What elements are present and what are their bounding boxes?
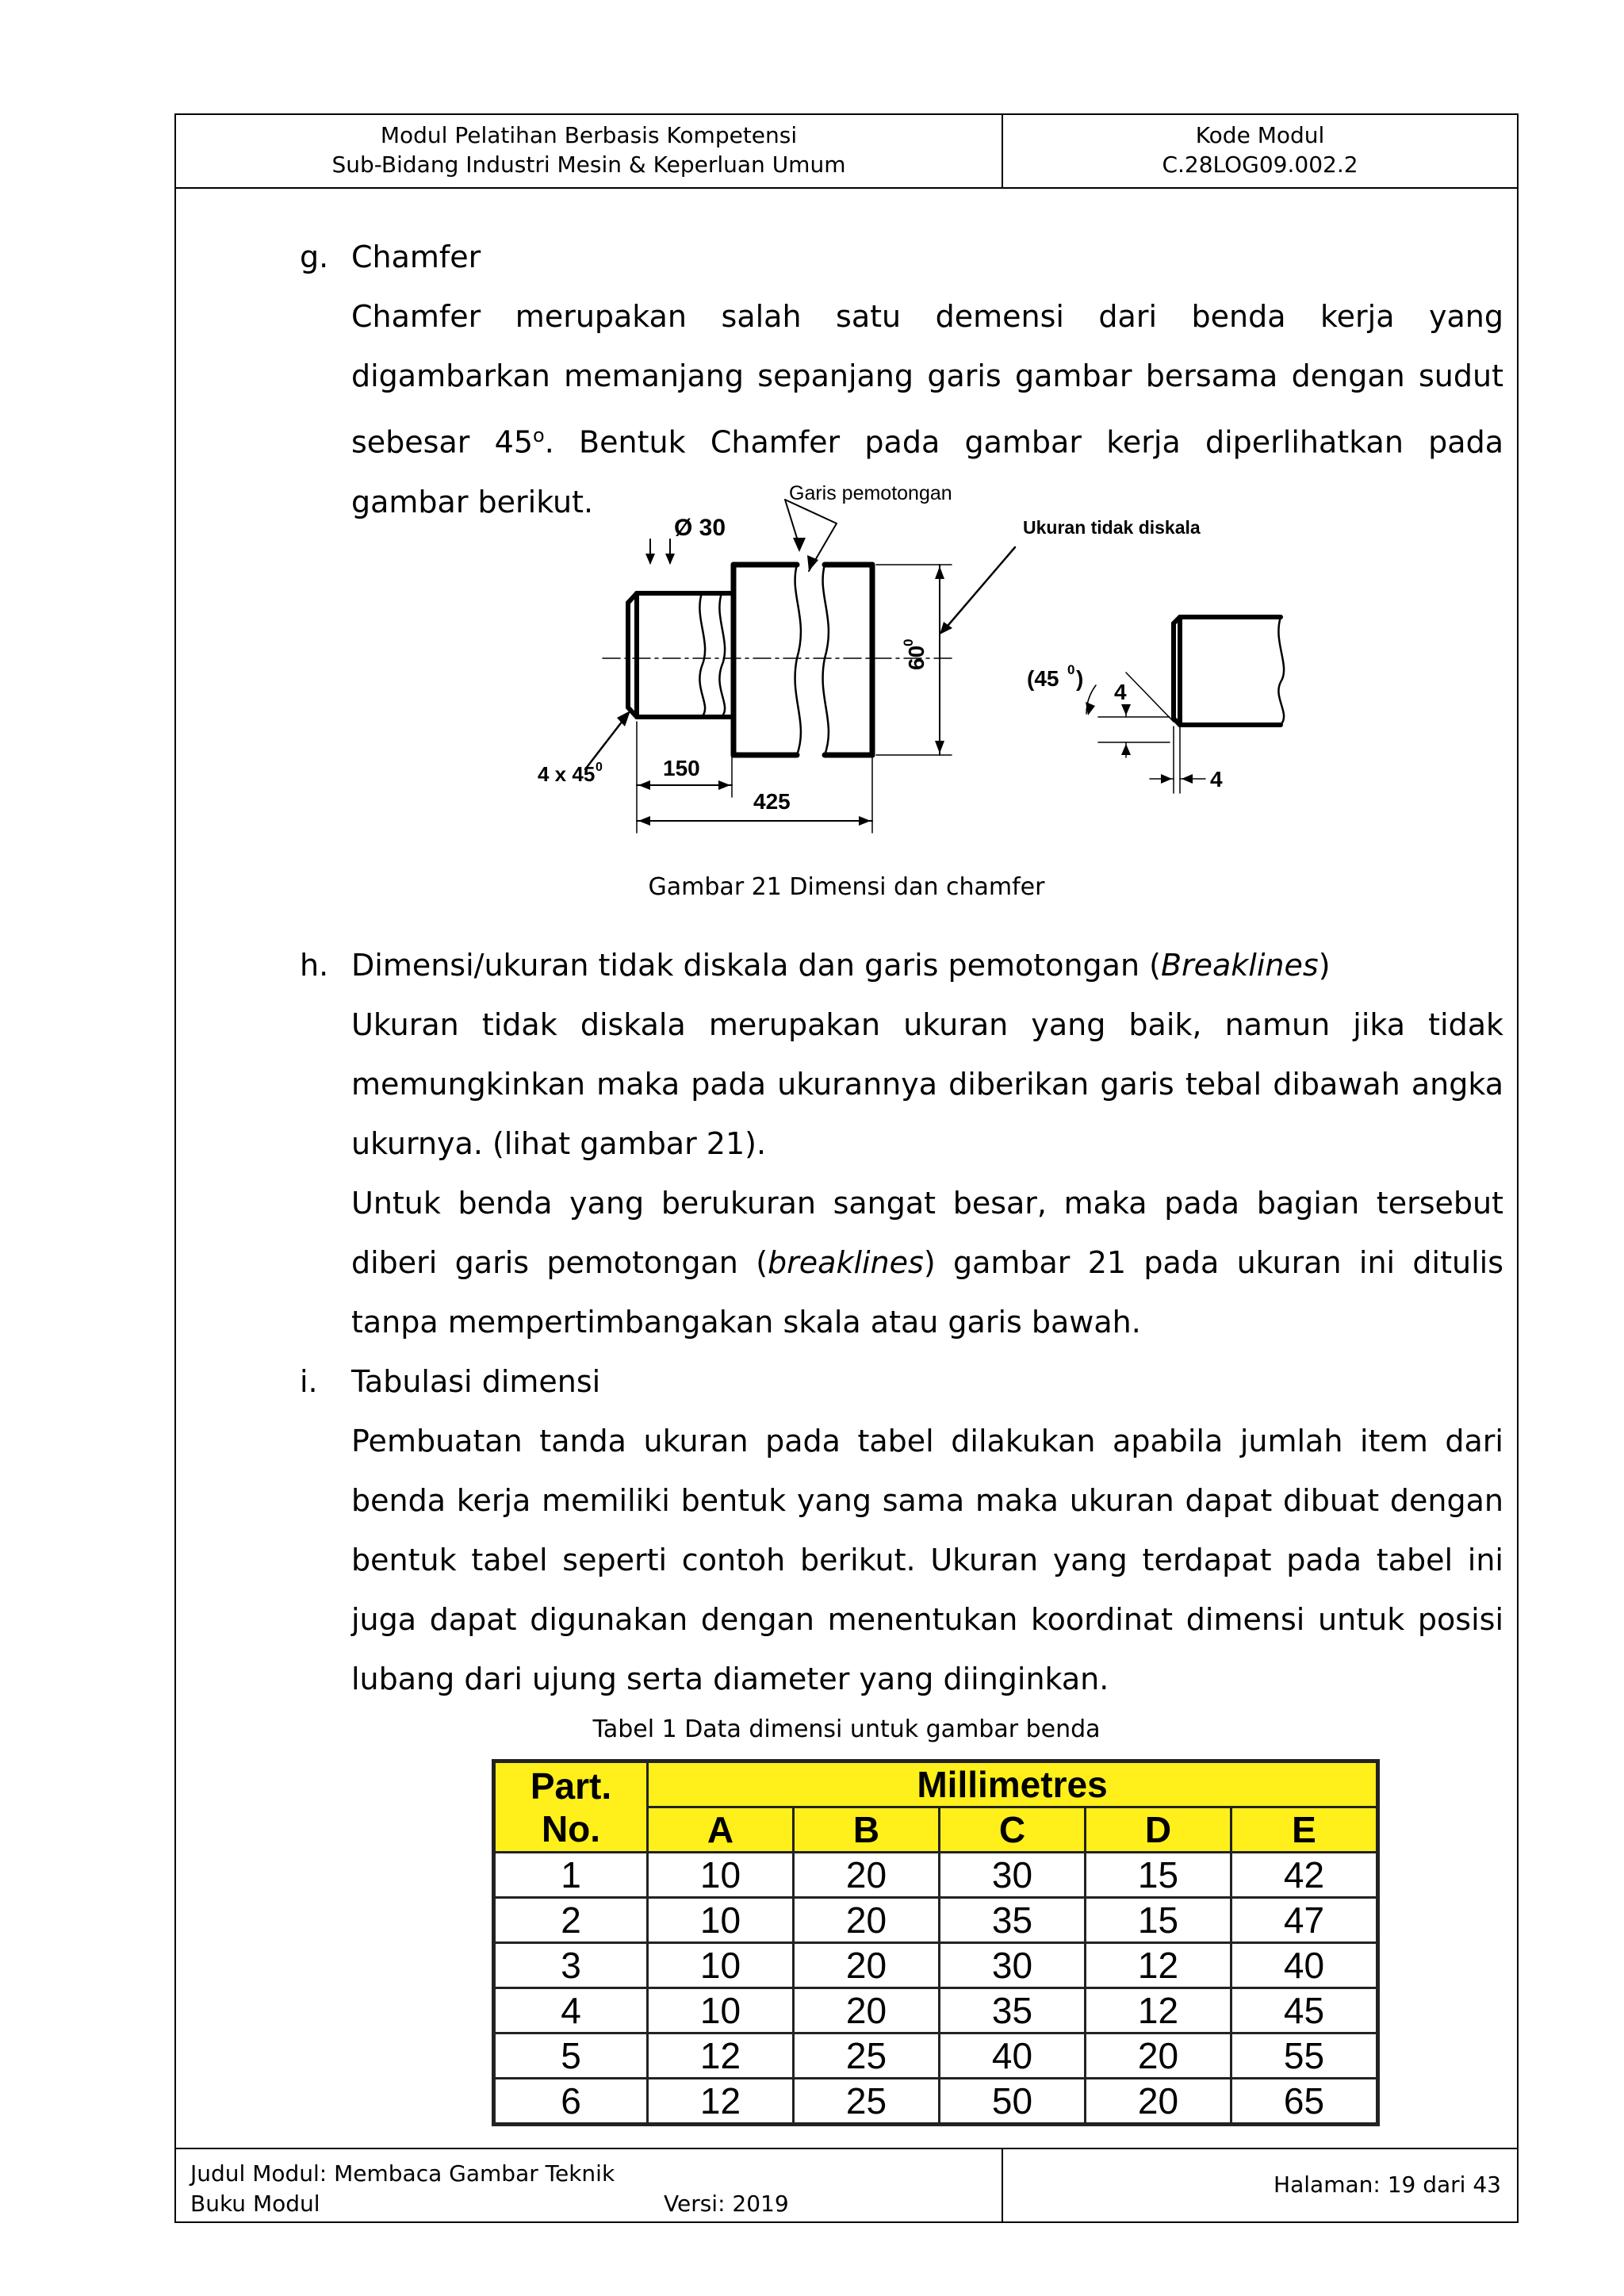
dimension-cell: 20 [1086, 2033, 1231, 2079]
table-row [494, 1853, 1378, 1898]
part-number-cell: 2 [494, 1898, 648, 1943]
label-angle: (45 [1027, 666, 1059, 691]
dimension-cell: 30 [940, 1943, 1086, 1988]
dimension-table [492, 1759, 1380, 2126]
column-header-e: E [1231, 1807, 1378, 1853]
label-chamfer: 4 x 45 [538, 762, 596, 786]
chamfer-dimension-figure [523, 476, 1316, 841]
label-diameter: Ø 30 [674, 515, 726, 541]
footer-version: Versi: 2019 [664, 2191, 789, 2217]
header-code-label: Kode Modul [1195, 122, 1325, 148]
section-g-title: Chamfer [351, 240, 481, 274]
label-breakline: Garis pemotongan [789, 482, 952, 504]
dimension-cell: 40 [940, 2033, 1086, 2079]
dimension-cell: 50 [940, 2079, 1086, 2125]
dimension-cell: 20 [794, 1988, 940, 2033]
dimension-cell: 15 [1086, 1853, 1231, 1898]
header-sub-field: Sub-Bidang Industri Mesin & Keperluan Umum [331, 151, 846, 178]
label-150: 150 [663, 756, 700, 780]
section-i-title: Tabulasi dimensi [351, 1364, 601, 1399]
section-h-marker: h. [300, 948, 329, 983]
dimension-cell: 45 [1231, 1988, 1378, 2033]
section-g-text-b: . Bentuk Chamfer pada gambar kerja diperlihatkan pada gambar berikut. [351, 424, 1503, 519]
footer-module-title: Judul Modul: Membaca Gambar Teknik [190, 2160, 615, 2187]
column-header-a: A [648, 1807, 794, 1853]
footer-page-info [1003, 2149, 1517, 2221]
dimension-cell: 55 [1231, 2033, 1378, 2079]
section-i-marker: i. [300, 1364, 318, 1399]
section-h-title [351, 936, 1331, 995]
label-chamfer-degree: 0 [596, 761, 603, 774]
section-h-paragraph-2 [351, 1174, 1503, 1352]
header-module-info [176, 115, 1003, 187]
dimension-cell: 20 [1086, 2079, 1231, 2125]
dimension-cell: 25 [794, 2079, 940, 2125]
dimension-cell: 20 [794, 1943, 940, 1988]
dimension-cell: 65 [1231, 2079, 1378, 2125]
dimension-cell: 12 [648, 2033, 794, 2079]
dimension-cell: 25 [794, 2033, 940, 2079]
header-code-value: C.28LOG09.002.2 [1162, 151, 1358, 178]
table-row [494, 2079, 1378, 2125]
section-g-text-a: Chamfer merupakan salah satu demensi dari benda kerja yang digambarkan memanjang sepanjang garis gambar bersama dengan sudut sebesar 45 [351, 299, 1503, 460]
dimension-arrows [617, 538, 1193, 826]
part-no-header [494, 1761, 648, 1853]
degree-superscript: o [533, 424, 545, 447]
footer-book: Buku Modul [190, 2191, 320, 2217]
section-i-paragraph: Pembuatan tanda ukuran pada tabel dilakukan apabila jumlah item dari benda kerja memiliki bentuk yang sama maka ukuran dapat dibuat dengan bentuk tabel seperti contoh berikut. Ukuran yang terdapat pada tabel ini juga dapat digunakan dengan menentukan koordinat dimensi untuk posisi lubang dari ujung serta diameter yang diinginkan. [351, 1424, 1503, 1696]
dimension-cell: 30 [940, 1853, 1086, 1898]
part-number-cell: 1 [494, 1853, 648, 1898]
figure-caption: Gambar 21 Dimensi dan chamfer [648, 873, 1045, 901]
dimension-cell: 10 [648, 1988, 794, 2033]
table-row [494, 1943, 1378, 1988]
section-h-title-italic: Breaklines [1160, 948, 1319, 983]
dimension-cell: 20 [794, 1853, 940, 1898]
footer-module-info [176, 2149, 1003, 2221]
millimetres-header: Millimetres [648, 1761, 1378, 1807]
breakline [795, 565, 801, 755]
dimension-cell: 35 [940, 1898, 1086, 1943]
section-h-p2-text: Untuk benda yang berukuran sangat besar, maka pada bagian tersebut diberi garis pemotongan ( [351, 1186, 1503, 1280]
part-header-line2: No. [541, 1807, 601, 1849]
dimension-cell: 47 [1231, 1898, 1378, 1943]
dimension-cell: 35 [940, 1988, 1086, 2033]
table-body [494, 1853, 1378, 2125]
dimension-cell: 10 [648, 1898, 794, 1943]
part-number-cell: 6 [494, 2079, 648, 2125]
label-height: 60 [904, 645, 929, 670]
dimension-cell: 12 [648, 2079, 794, 2125]
header-module-code [1003, 115, 1517, 193]
part-number-cell: 4 [494, 1988, 648, 2033]
section-g-marker: g. [300, 240, 329, 274]
label-not-scaled: Ukuran tidak diskala [1023, 517, 1201, 538]
column-header-b: B [794, 1807, 940, 1853]
dimension-cell: 20 [794, 1898, 940, 1943]
section-h-paragraph-1: Ukuran tidak diskala merupakan ukuran yang baik, namun jika tidak memungkinkan maka pada ukurannya diberikan garis tebal dibawah angka ukurnya. (lihat gambar 21). [351, 1007, 1503, 1161]
dimension-cell: 12 [1086, 1988, 1231, 2033]
column-header-c: C [940, 1807, 1086, 1853]
part-header-line1: Part. [530, 1765, 612, 1807]
header-module-title: Modul Pelatihan Berbasis Kompetensi [380, 122, 798, 148]
section-h-p2-end: ) gambar 21 pada ukuran ini ditulis tanpa mempertimbangakan skala atau garis bawah. [351, 1245, 1503, 1340]
dimension-cell: 15 [1086, 1898, 1231, 1943]
label-4-vertical: 4 [1114, 680, 1127, 704]
dimension-cell: 42 [1231, 1853, 1378, 1898]
table-header-row [494, 1761, 1378, 1807]
page-footer [176, 2148, 1517, 2221]
dimension-cell: 10 [648, 1943, 794, 1988]
section-h-p2-italic: breaklines [768, 1245, 924, 1280]
table-row [494, 1988, 1378, 2033]
part-number-cell: 3 [494, 1943, 648, 1988]
table-caption: Tabel 1 Data dimensi untuk gambar benda [592, 1715, 1101, 1743]
label-angle-degree: 0 [1067, 662, 1075, 677]
label-425: 425 [753, 789, 791, 814]
part-number-cell: 5 [494, 2033, 648, 2079]
label-angle-close: ) [1076, 666, 1084, 691]
dimension-cell: 40 [1231, 1943, 1378, 1988]
footer-page-number: Halaman: 19 dari 43 [1274, 2171, 1501, 2198]
label-4-horizontal: 4 [1210, 767, 1223, 792]
table-row [494, 2033, 1378, 2079]
column-header-d: D [1086, 1807, 1231, 1853]
page-header [176, 115, 1517, 189]
section-h-title-close: ) [1318, 948, 1331, 983]
label-height-degree: 0 [901, 638, 916, 646]
dimension-cell: 10 [648, 1853, 794, 1898]
dimension-cell: 12 [1086, 1943, 1231, 1988]
table-row [494, 1898, 1378, 1943]
section-h-title-text: Dimensi/ukuran tidak diskala dan garis pemotongan ( [351, 948, 1161, 983]
